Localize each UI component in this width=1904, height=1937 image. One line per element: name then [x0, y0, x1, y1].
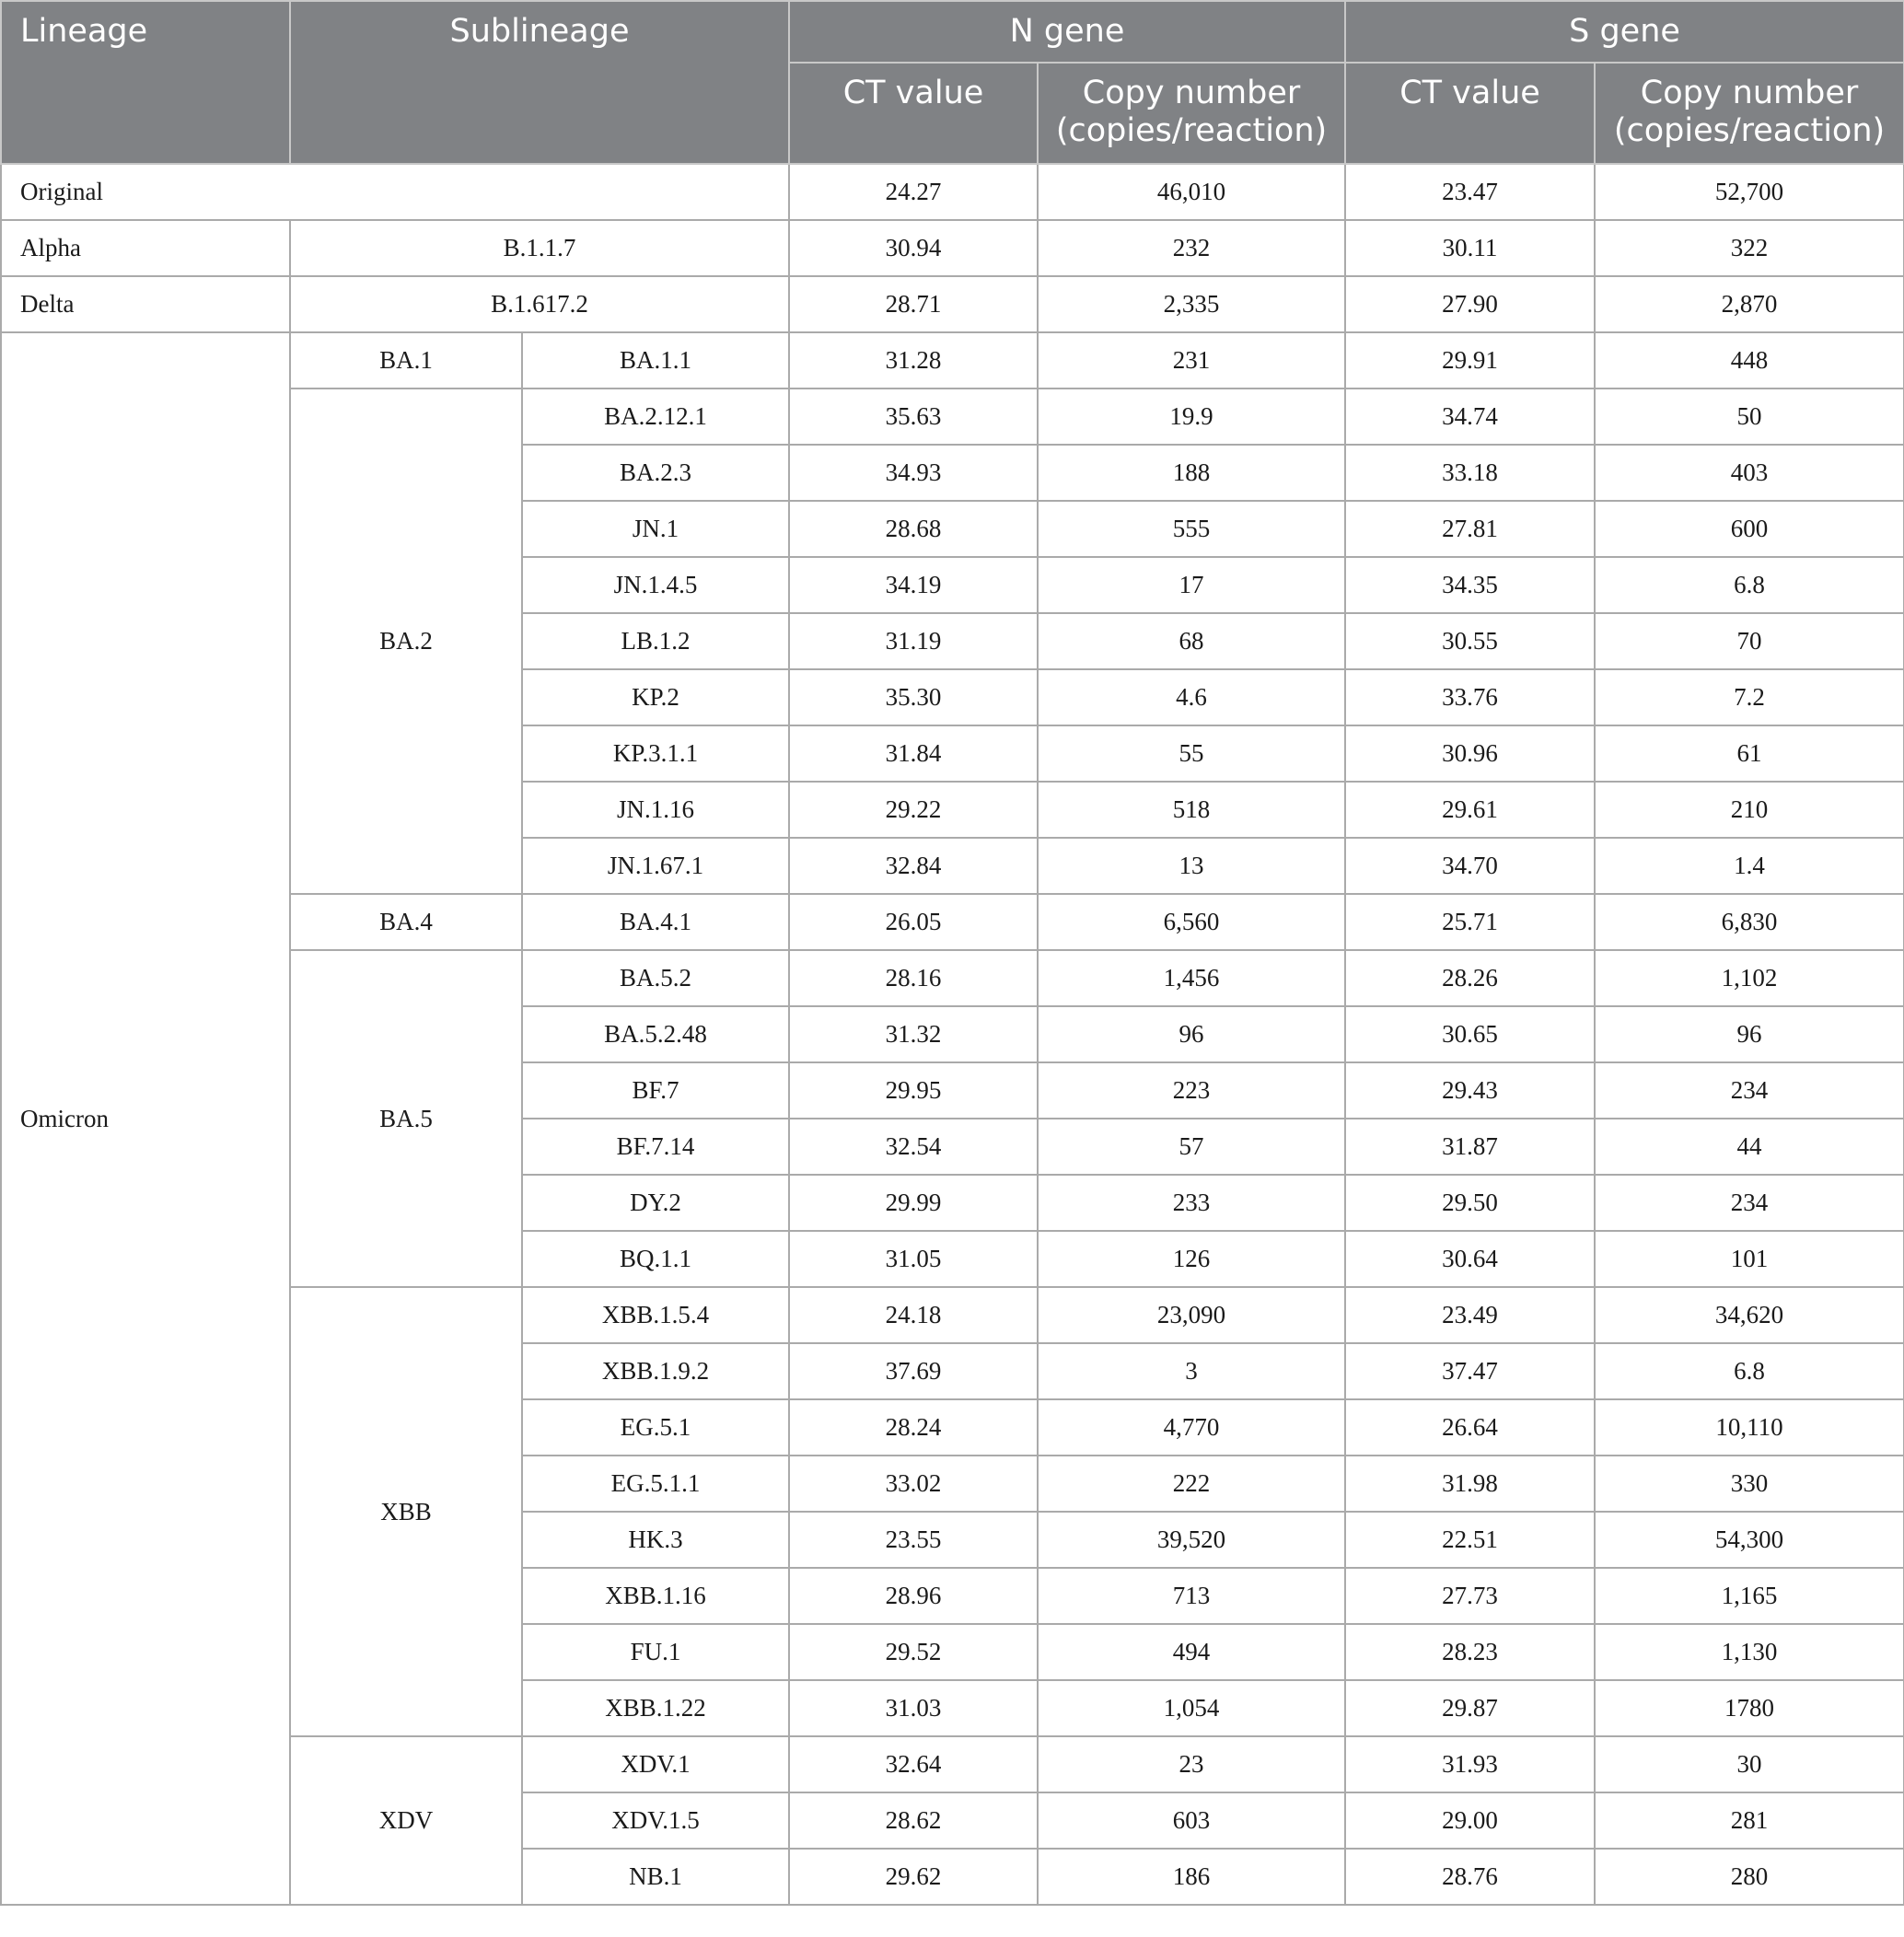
n-ct-cell: 29.62 [789, 1849, 1038, 1905]
s-ct-cell: 34.74 [1345, 389, 1595, 445]
sublineage-cell: BA.5.2 [522, 950, 789, 1006]
s-ct-cell: 30.64 [1345, 1231, 1595, 1287]
s-copy-cell: 6.8 [1595, 1343, 1904, 1399]
n-copy-cell: 3 [1038, 1343, 1345, 1399]
s-ct-cell: 29.91 [1345, 332, 1595, 389]
n-copy-cell: 4.6 [1038, 669, 1345, 725]
sublineage-cell: EG.5.1.1 [522, 1456, 789, 1512]
lineage-cell: Delta [1, 276, 290, 332]
n-ct-cell: 29.52 [789, 1624, 1038, 1680]
sublineage-group-cell: XDV [290, 1736, 522, 1905]
sublineage-cell: XBB.1.22 [522, 1680, 789, 1736]
table-body [1, 164, 1904, 332]
table-row [1, 276, 1904, 332]
s-copy-cell: 1,165 [1595, 1568, 1904, 1624]
n-ct-cell: 31.32 [789, 1006, 1038, 1062]
sublineage-group-cell: BA.5 [290, 950, 522, 1287]
s-ct-cell: 30.65 [1345, 1006, 1595, 1062]
s-copy-cell: 1,130 [1595, 1624, 1904, 1680]
s-copy-cell: 322 [1595, 220, 1904, 276]
n-copy-cell: 2,335 [1038, 276, 1345, 332]
s-copy-cell: 70 [1595, 613, 1904, 669]
n-ct-cell: 32.84 [789, 838, 1038, 894]
header-s-ct-value: CT value [1345, 63, 1595, 164]
n-copy-cell: 126 [1038, 1231, 1345, 1287]
n-ct-cell: 29.99 [789, 1175, 1038, 1231]
n-ct-cell: 28.62 [789, 1792, 1038, 1849]
n-copy-cell: 494 [1038, 1624, 1345, 1680]
s-copy-cell: 30 [1595, 1736, 1904, 1792]
sublineage-cell: JN.1.4.5 [522, 557, 789, 613]
n-ct-cell: 23.55 [789, 1512, 1038, 1568]
sublineage-group-cell: XBB [290, 1287, 522, 1736]
s-ct-cell: 29.43 [1345, 1062, 1595, 1119]
n-ct-cell: 31.05 [789, 1231, 1038, 1287]
n-ct-cell: 31.03 [789, 1680, 1038, 1736]
n-copy-cell: 46,010 [1038, 164, 1345, 220]
n-ct-cell: 31.28 [789, 332, 1038, 389]
n-copy-cell: 555 [1038, 501, 1345, 557]
s-ct-cell: 29.00 [1345, 1792, 1595, 1849]
sublineage-cell: HK.3 [522, 1512, 789, 1568]
sublineage-cell: BQ.1.1 [522, 1231, 789, 1287]
s-copy-cell: 403 [1595, 445, 1904, 501]
s-ct-cell: 29.87 [1345, 1680, 1595, 1736]
n-ct-cell: 33.02 [789, 1456, 1038, 1512]
n-ct-cell: 34.19 [789, 557, 1038, 613]
omicron-section [1, 332, 1904, 1905]
n-ct-cell: 31.84 [789, 725, 1038, 782]
n-copy-cell: 713 [1038, 1568, 1345, 1624]
table-header [1, 1, 1904, 164]
s-ct-cell: 27.90 [1345, 276, 1595, 332]
sublineage-cell: XBB.1.9.2 [522, 1343, 789, 1399]
s-ct-cell: 30.55 [1345, 613, 1595, 669]
header-n-ct-value: CT value [789, 63, 1038, 164]
n-ct-cell: 34.93 [789, 445, 1038, 501]
n-ct-cell: 28.96 [789, 1568, 1038, 1624]
s-copy-cell: 2,870 [1595, 276, 1904, 332]
header-s-gene: S gene [1345, 1, 1904, 63]
sublineage-cell: BF.7.14 [522, 1119, 789, 1175]
s-ct-cell: 25.71 [1345, 894, 1595, 950]
n-ct-cell: 24.18 [789, 1287, 1038, 1343]
n-copy-cell: 188 [1038, 445, 1345, 501]
n-ct-cell: 24.27 [789, 164, 1038, 220]
s-copy-cell: 448 [1595, 332, 1904, 389]
header-n-copy-number: Copy number (copies/reaction) [1038, 63, 1345, 164]
s-ct-cell: 30.96 [1345, 725, 1595, 782]
n-ct-cell: 28.71 [789, 276, 1038, 332]
s-ct-cell: 27.81 [1345, 501, 1595, 557]
lineage-cell: Omicron [1, 332, 290, 1905]
s-copy-cell: 44 [1595, 1119, 1904, 1175]
n-copy-cell: 68 [1038, 613, 1345, 669]
n-copy-cell: 1,054 [1038, 1680, 1345, 1736]
n-copy-cell: 186 [1038, 1849, 1345, 1905]
sublineage-cell: JN.1 [522, 501, 789, 557]
s-copy-cell: 280 [1595, 1849, 1904, 1905]
n-ct-cell: 26.05 [789, 894, 1038, 950]
n-copy-cell: 603 [1038, 1792, 1345, 1849]
s-ct-cell: 31.98 [1345, 1456, 1595, 1512]
s-ct-cell: 29.50 [1345, 1175, 1595, 1231]
n-copy-cell: 96 [1038, 1006, 1345, 1062]
s-copy-cell: 101 [1595, 1231, 1904, 1287]
n-copy-cell: 55 [1038, 725, 1345, 782]
s-ct-cell: 22.51 [1345, 1512, 1595, 1568]
s-ct-cell: 37.47 [1345, 1343, 1595, 1399]
n-ct-cell: 30.94 [789, 220, 1038, 276]
n-copy-cell: 23 [1038, 1736, 1345, 1792]
s-ct-cell: 34.35 [1345, 557, 1595, 613]
table-row [1, 220, 1904, 276]
s-copy-cell: 50 [1595, 389, 1904, 445]
n-ct-cell: 32.54 [789, 1119, 1038, 1175]
n-ct-cell: 29.95 [789, 1062, 1038, 1119]
n-copy-cell: 232 [1038, 220, 1345, 276]
header-s-copy-number: Copy number (copies/reaction) [1595, 63, 1904, 164]
s-ct-cell: 31.93 [1345, 1736, 1595, 1792]
s-copy-cell: 6,830 [1595, 894, 1904, 950]
sublineage-group-cell: BA.2 [290, 389, 522, 894]
s-ct-cell: 23.49 [1345, 1287, 1595, 1343]
table-row [1, 164, 1904, 220]
n-copy-cell: 223 [1038, 1062, 1345, 1119]
sublineage-cell: BA.2.3 [522, 445, 789, 501]
n-copy-cell: 1,456 [1038, 950, 1345, 1006]
s-copy-cell: 1,102 [1595, 950, 1904, 1006]
sublineage-cell: EG.5.1 [522, 1399, 789, 1456]
lineage-cell: Alpha [1, 220, 290, 276]
s-ct-cell: 28.26 [1345, 950, 1595, 1006]
s-copy-cell: 330 [1595, 1456, 1904, 1512]
s-copy-cell: 54,300 [1595, 1512, 1904, 1568]
sublineage-cell: JN.1.67.1 [522, 838, 789, 894]
n-ct-cell: 31.19 [789, 613, 1038, 669]
s-copy-cell: 34,620 [1595, 1287, 1904, 1343]
lineage-cell: Original [1, 164, 789, 220]
sublineage-cell: FU.1 [522, 1624, 789, 1680]
s-copy-cell: 52,700 [1595, 164, 1904, 220]
s-ct-cell: 33.76 [1345, 669, 1595, 725]
n-copy-cell: 23,090 [1038, 1287, 1345, 1343]
s-copy-cell: 234 [1595, 1175, 1904, 1231]
sublineage-group-cell: BA.4 [290, 894, 522, 950]
s-ct-cell: 26.64 [1345, 1399, 1595, 1456]
sublineage-cell: BA.4.1 [522, 894, 789, 950]
n-copy-cell: 222 [1038, 1456, 1345, 1512]
sublineage-cell: XDV.1.5 [522, 1792, 789, 1849]
table-row [1, 332, 1904, 389]
sublineage-cell: B.1.1.7 [290, 220, 789, 276]
s-copy-cell: 600 [1595, 501, 1904, 557]
sublineage-cell: JN.1.16 [522, 782, 789, 838]
sublineage-cell: B.1.617.2 [290, 276, 789, 332]
sublineage-cell: XBB.1.5.4 [522, 1287, 789, 1343]
n-copy-cell: 57 [1038, 1119, 1345, 1175]
sublineage-cell: KP.3.1.1 [522, 725, 789, 782]
s-copy-cell: 234 [1595, 1062, 1904, 1119]
n-ct-cell: 28.24 [789, 1399, 1038, 1456]
n-ct-cell: 28.68 [789, 501, 1038, 557]
s-ct-cell: 29.61 [1345, 782, 1595, 838]
header-lineage: Lineage [1, 1, 290, 164]
s-ct-cell: 28.76 [1345, 1849, 1595, 1905]
n-copy-cell: 4,770 [1038, 1399, 1345, 1456]
s-copy-cell: 7.2 [1595, 669, 1904, 725]
s-ct-cell: 23.47 [1345, 164, 1595, 220]
sublineage-cell: LB.1.2 [522, 613, 789, 669]
n-copy-cell: 518 [1038, 782, 1345, 838]
sublineage-cell: DY.2 [522, 1175, 789, 1231]
sublineage-cell: BA.5.2.48 [522, 1006, 789, 1062]
s-copy-cell: 1780 [1595, 1680, 1904, 1736]
n-copy-cell: 19.9 [1038, 389, 1345, 445]
s-ct-cell: 33.18 [1345, 445, 1595, 501]
n-copy-cell: 17 [1038, 557, 1345, 613]
s-copy-cell: 96 [1595, 1006, 1904, 1062]
s-copy-cell: 210 [1595, 782, 1904, 838]
n-ct-cell: 35.63 [789, 389, 1038, 445]
n-copy-cell: 13 [1038, 838, 1345, 894]
s-copy-cell: 281 [1595, 1792, 1904, 1849]
s-copy-cell: 10,110 [1595, 1399, 1904, 1456]
n-ct-cell: 28.16 [789, 950, 1038, 1006]
n-ct-cell: 29.22 [789, 782, 1038, 838]
n-copy-cell: 39,520 [1038, 1512, 1345, 1568]
s-ct-cell: 30.11 [1345, 220, 1595, 276]
sublineage-cell: BF.7 [522, 1062, 789, 1119]
sublineage-cell: XBB.1.16 [522, 1568, 789, 1624]
s-copy-cell: 1.4 [1595, 838, 1904, 894]
header-n-gene: N gene [789, 1, 1345, 63]
sublineage-cell: NB.1 [522, 1849, 789, 1905]
s-ct-cell: 27.73 [1345, 1568, 1595, 1624]
n-ct-cell: 32.64 [789, 1736, 1038, 1792]
n-copy-cell: 231 [1038, 332, 1345, 389]
header-sublineage: Sublineage [290, 1, 789, 164]
sublineage-cell: BA.1.1 [522, 332, 789, 389]
n-ct-cell: 37.69 [789, 1343, 1038, 1399]
sublineage-cell: XDV.1 [522, 1736, 789, 1792]
n-ct-cell: 35.30 [789, 669, 1038, 725]
s-ct-cell: 31.87 [1345, 1119, 1595, 1175]
sublineage-cell: BA.2.12.1 [522, 389, 789, 445]
n-copy-cell: 233 [1038, 1175, 1345, 1231]
s-ct-cell: 28.23 [1345, 1624, 1595, 1680]
s-copy-cell: 61 [1595, 725, 1904, 782]
s-ct-cell: 34.70 [1345, 838, 1595, 894]
sublineage-group-cell: BA.1 [290, 332, 522, 389]
s-copy-cell: 6.8 [1595, 557, 1904, 613]
n-copy-cell: 6,560 [1038, 894, 1345, 950]
sublineage-cell: KP.2 [522, 669, 789, 725]
